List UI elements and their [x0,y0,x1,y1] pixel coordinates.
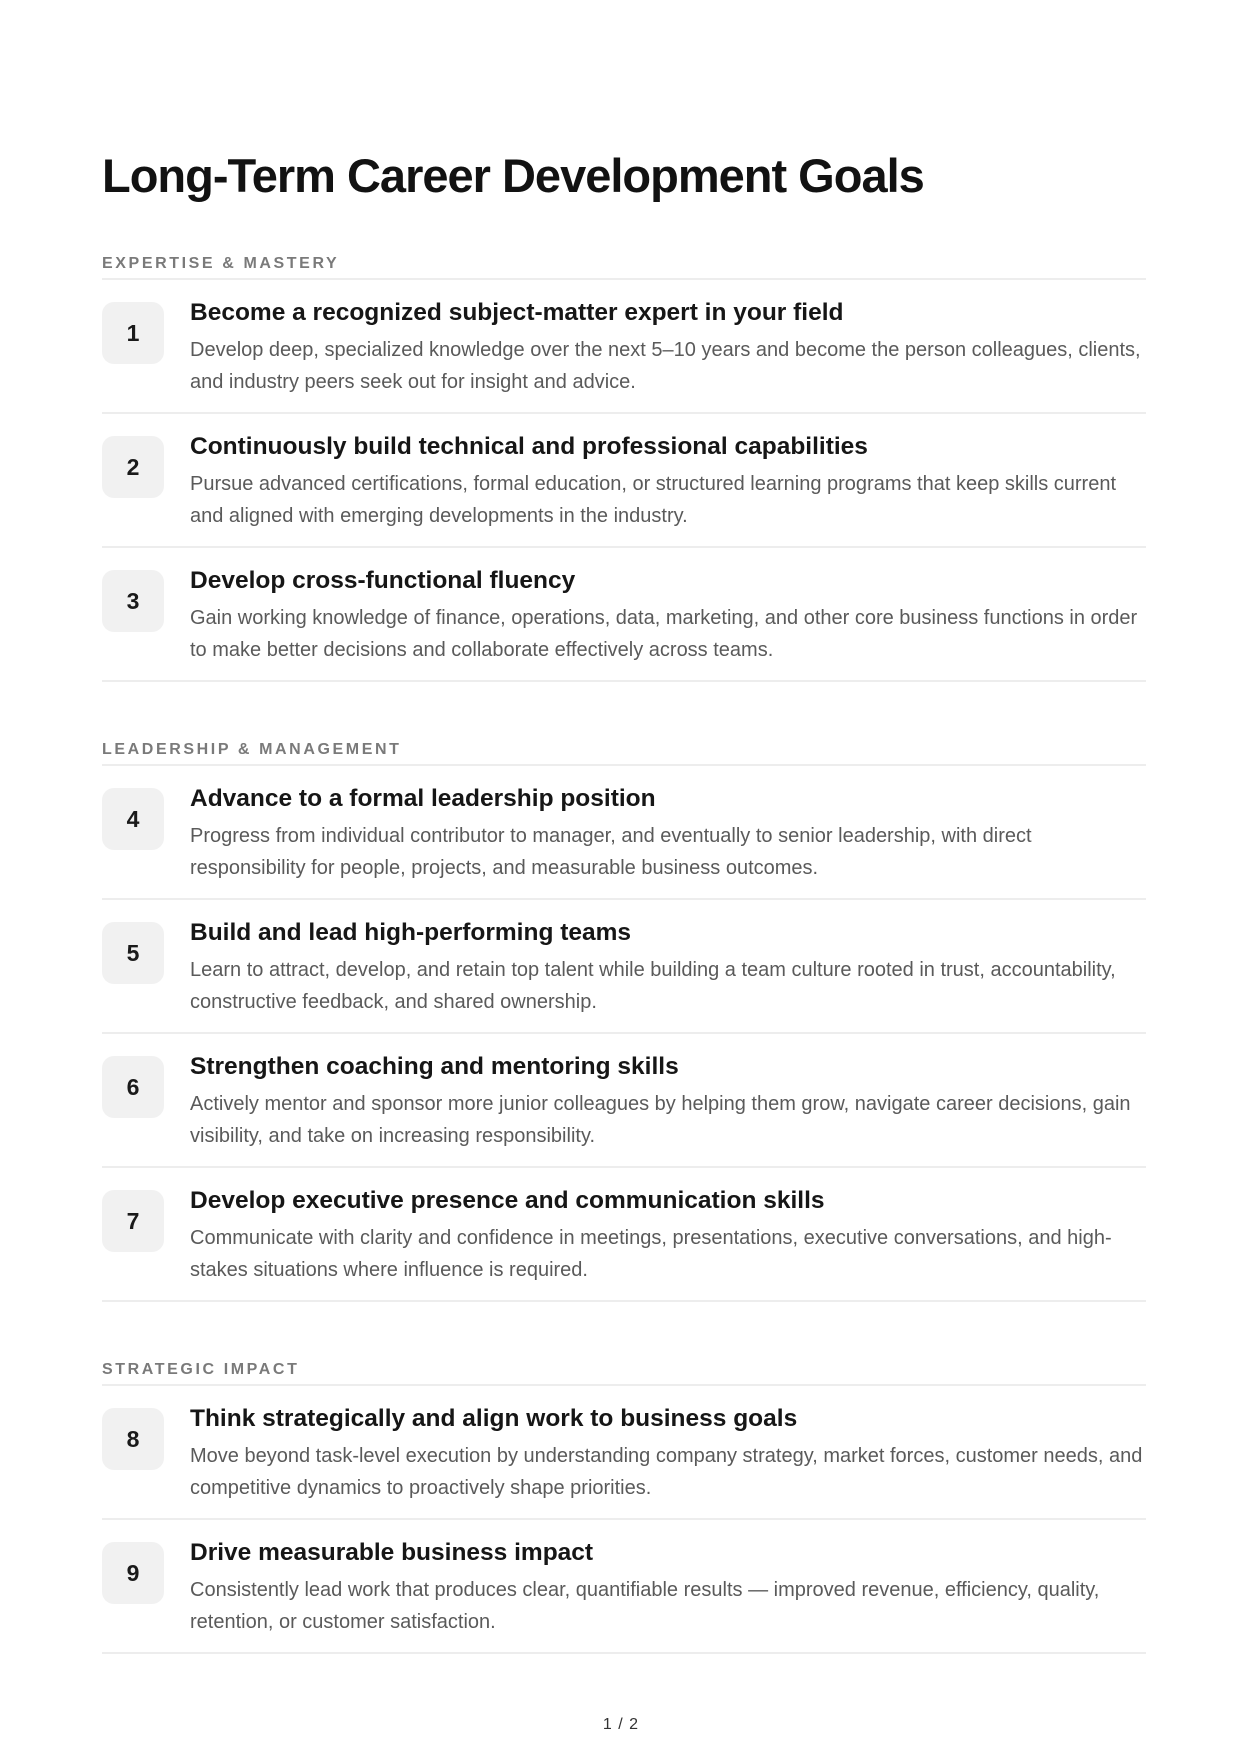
goal-description: Pursue advanced certifications, formal education, or structured learning programs that keep skills current and aligned with emerging developments in the industry. [190,473,1117,527]
goal-description: Gain working knowledge of finance, operations, data, marketing, and other core business functions in order to make better decisions and collaborate effectively across teams. [190,607,1138,661]
section-label: EXPERTISE & MASTERY [102,250,1146,280]
goal-item [102,414,1146,548]
goal-description: Progress from individual contributor to manager, and eventually to senior leadership, with direct responsibility for people, projects, and measurable business outcomes. [190,825,1032,879]
section-label: LEADERSHIP & MANAGEMENT [102,736,1146,766]
goal-body [190,1187,1146,1286]
goal-item [102,1034,1146,1168]
goal-item [102,548,1146,682]
goal-number-badge: 1 [102,302,164,364]
goal-body [190,785,1146,884]
goal-item [102,1520,1146,1654]
goal-title: Develop executive presence and communication skills [190,1187,825,1214]
goal-number-badge: 4 [102,788,164,850]
page-number: 1 / 2 [602,1716,640,1733]
goal-body [190,299,1146,398]
goal-number-badge: 6 [102,1056,164,1118]
goal-body [190,1053,1146,1152]
goal-title: Think strategically and align work to business goals [190,1405,798,1432]
goal-title: Strengthen coaching and mentoring skills [190,1053,679,1080]
goal-item [102,1168,1146,1302]
goal-number-badge: 2 [102,436,164,498]
goal-description: Communicate with clarity and confidence in meetings, presentations, executive conversations, and high-stakes situations where influence is required. [190,1227,1112,1281]
document-page [102,146,1146,1654]
goal-title: Develop cross-functional fluency [190,567,576,594]
goal-description: Move beyond task-level execution by understanding company strategy, market forces, customer needs, and competitive dynamics to proactively shape priorities. [190,1445,1143,1499]
goal-item [102,1386,1146,1520]
goal-description: Consistently lead work that produces clear, quantifiable results — improved revenue, efficiency, quality, retention, or customer satisfaction. [190,1579,1100,1633]
goal-body [190,567,1146,666]
goal-description: Develop deep, specialized knowledge over the next 5–10 years and become the person colleagues, clients, and industry peers seek out for insight and advice. [190,339,1141,393]
section-expertise-mastery [102,250,1146,682]
goal-number-badge: 9 [102,1542,164,1604]
section-leadership-management [102,736,1146,1302]
goal-body [190,433,1146,532]
page-title: Long-Term Career Development Goals [102,149,924,202]
goal-item [102,766,1146,900]
goal-title: Advance to a formal leadership position [190,785,656,812]
goal-description: Actively mentor and sponsor more junior colleagues by helping them grow, navigate career decisions, gain visibility, and take on increasing responsibility. [190,1093,1131,1147]
goal-item [102,900,1146,1034]
section-label: STRATEGIC IMPACT [102,1356,1146,1386]
section-strategic-impact [102,1356,1146,1654]
goal-title: Continuously build technical and professional capabilities [190,433,868,460]
goal-body [190,1405,1146,1504]
goal-number-badge: 5 [102,922,164,984]
goal-item [102,280,1146,414]
goal-number-badge: 3 [102,570,164,632]
goal-number-badge: 8 [102,1408,164,1470]
goal-title: Become a recognized subject-matter expert in your field [190,299,844,326]
goal-number-badge: 7 [102,1190,164,1252]
goal-body [190,1539,1146,1638]
goal-title: Drive measurable business impact [190,1539,594,1566]
goal-description: Learn to attract, develop, and retain top talent while building a team culture rooted in trust, accountability, constructive feedback, and shared ownership. [190,959,1116,1013]
goal-title: Build and lead high-performing teams [190,919,632,946]
goal-body [190,919,1146,1018]
